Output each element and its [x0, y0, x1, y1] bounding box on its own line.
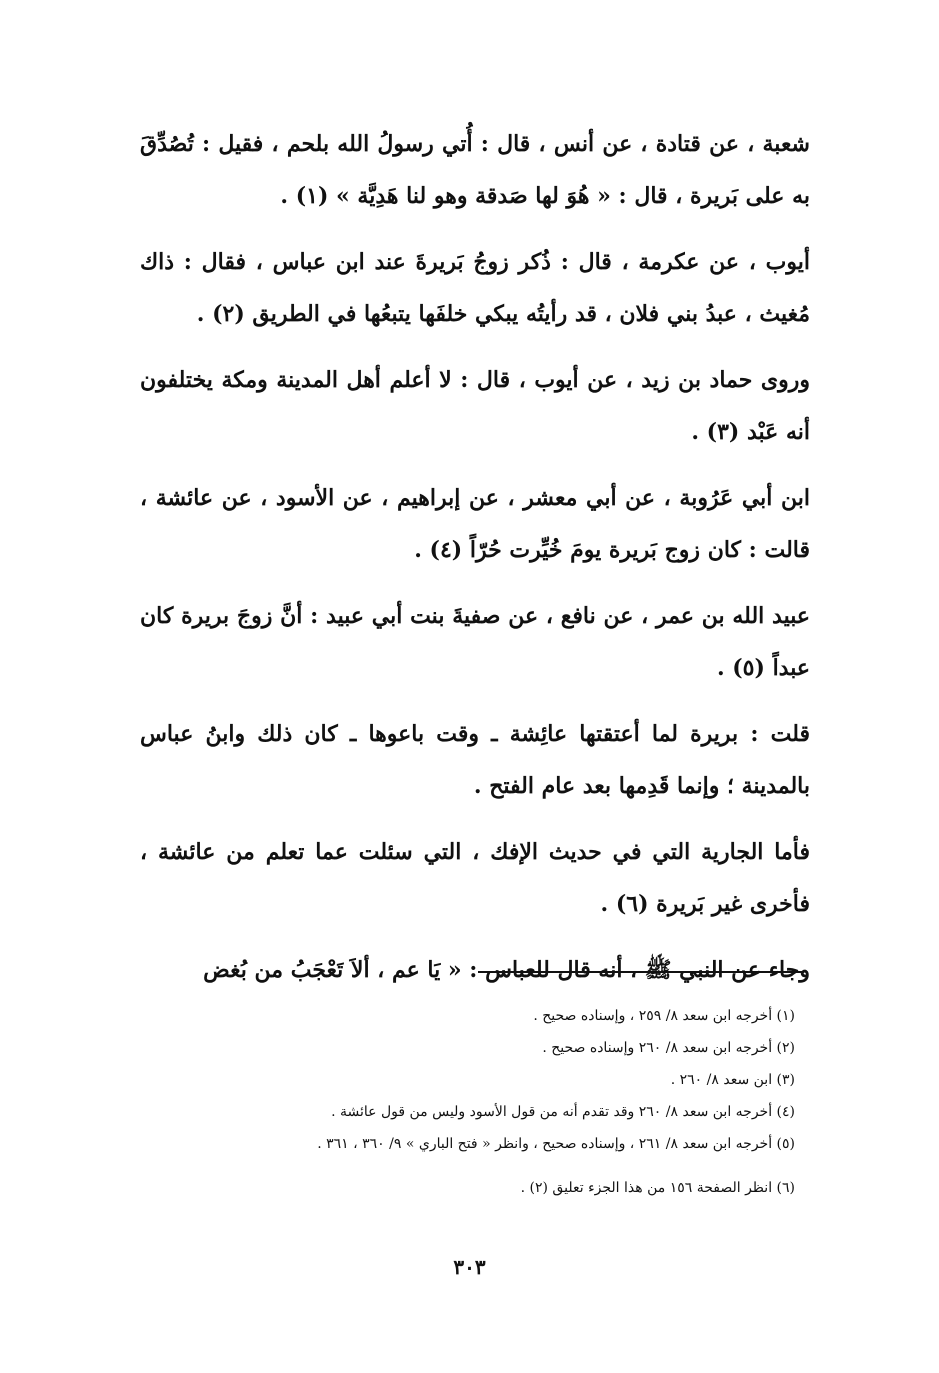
paragraph-5: عبيد الله بن عمر ، عن نافع ، عن صفيةَ بنت أبي عبيد : أنَّ زوجَ بريرة كان عبداً (٥) . — [140, 603, 810, 681]
paragraph-2: أيوب ، عن عكرمة ، قال : ذُكر زوجُ بَريرةَ عند ابن عباس ، فقال : ذاك مُغيث ، عبدُ بني فلان ، قد رأيتُه يبكي خلفَها يتبعُها في الطريق (٢) . — [140, 249, 810, 327]
footnote-4: (٤) أخرجه ابن سعد ٨/ ٢٦٠ وقد تقدم أنه من قول الأسود وليس من قول عائشة . — [331, 1104, 795, 1120]
footnote-1: (١) أخرجه ابن سعد ٨/ ٢٥٩ ، وإسناده صحيح . — [533, 1008, 795, 1024]
paragraph-4: ابن أبي عَرُوبة ، عن أبي معشر ، عن إبراهيم ، عن الأسود ، عن عائشة ، قالت : كان زوج بَريرة يومَ خُيِّرت حُرّاً (٤) . — [140, 485, 810, 563]
footnote-2: (٢) أخرجه ابن سعد ٨/ ٢٦٠ وإسناده صحيح . — [542, 1040, 795, 1056]
footnote-5: (٥) أخرجه ابن سعد ٨/ ٢٦١ ، وإسناده صحيح ، وانظر « فتح الباري » ٩/ ٣٦٠ ، ٣٦١ . — [317, 1136, 795, 1152]
footnotes — [180, 1000, 795, 1204]
paragraph-3: وروى حماد بن زيد ، عن أيوب ، قال : لا أعلم أهل المدينة ومكة يختلفون أنه عَبْد (٣) . — [140, 367, 810, 445]
page-number: ٣٠٣ — [453, 1255, 486, 1279]
paragraph-6: قلت : بريرة لما أعتقتها عائِشة ـ وقت باعوها ـ كان ذلك وابنُ عباس بالمدينة ؛ وإنما قَدِمها بعد عام الفتح . — [140, 721, 810, 799]
footnote-separator — [478, 971, 804, 973]
paragraph-7: فأما الجارية التي في حديث الإفك ، التي سئلت عما تعلم من عائشة ، فأخرى غير بَريرة (٦) . — [140, 839, 810, 917]
paragraph-1: شعبة ، عن قتادة ، عن أنس ، قال : أُتي رسولُ الله بلحم ، فقيل : تُصُدِّقَ به على بَريرة ، قال : « هُوَ لها صَدقة وهو لنا هَدِيَّة » (١) . — [140, 131, 810, 209]
main-text — [140, 118, 810, 1010]
footnote-3: (٣) ابن سعد ٨/ ٢٦٠ . — [670, 1072, 795, 1088]
paragraph-8: وجاء عن النبي ﷺ ، أنه قال للعباس : « يَا عم ، ألاَ تَعْجَبُ من بُغض — [203, 957, 810, 983]
footnote-6: (٦) انظر الصفحة ١٥٦ من هذا الجزء تعليق (٢) . — [520, 1180, 795, 1196]
